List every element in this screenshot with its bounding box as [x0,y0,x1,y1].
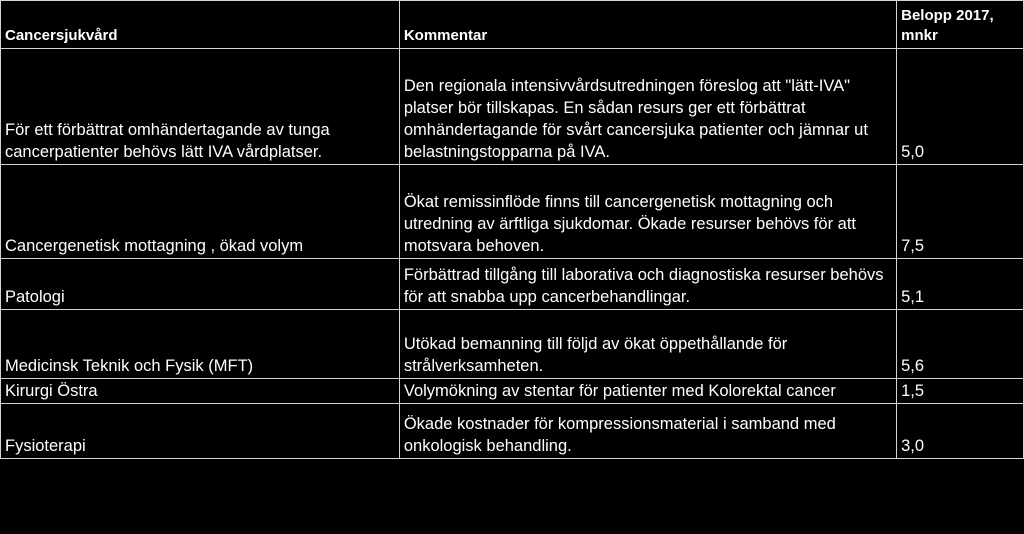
cell-comment[interactable]: Volymökning av stentar för patienter med Kolorektal cancer [399,379,896,404]
cell-area[interactable]: Cancergenetisk mottagning , ökad volym [1,165,400,259]
table-row [1,165,1024,259]
cell-comment[interactable]: Förbättrad tillgång till laborativa och diagnostiska resurser behövs för att snabba upp cancerbehandlingar. [399,259,896,310]
cell-area[interactable]: Fysioterapi [1,404,400,459]
cell-comment[interactable]: Ökade kostnader för kompressionsmaterial i samband med onkologisk behandling. [399,404,896,459]
cell-amount[interactable]: 5,6 [897,310,1024,379]
cell-amount[interactable]: 3,0 [897,404,1024,459]
cell-comment[interactable]: Den regionala intensivvårdsutredningen föreslog att "lätt-IVA" platser bör tillskapas. En sådan resurs ger ett förbättrat omhändertagande för svårt cancersjuka patienter och jämnar ut belastningstopparna på IVA. [399,49,896,165]
cell-area[interactable]: Medicinsk Teknik och Fysik (MFT) [1,310,400,379]
header-amount-label-line1: Belopp 2017, [901,7,994,24]
header-area-label: Cancersjukvård [5,27,118,44]
cell-area[interactable]: Patologi [1,259,400,310]
header-cell-comment[interactable] [399,1,896,49]
cell-amount[interactable]: 5,0 [897,49,1024,165]
cell-amount[interactable]: 5,1 [897,259,1024,310]
cell-area[interactable]: För ett förbättrat omhändertagande av tunga cancerpatienter behövs lätt IVA vårdplatser. [1,49,400,165]
table-row [1,49,1024,165]
cell-amount[interactable]: 1,5 [897,379,1024,404]
table-row [1,310,1024,379]
header-cell-amount[interactable] [897,1,1024,49]
table-row [1,404,1024,459]
cell-area[interactable]: Kirurgi Östra [1,379,400,404]
table-row [1,379,1024,404]
header-cell-area[interactable] [1,1,400,49]
cell-comment[interactable]: Utökad bemanning till följd av ökat öppethållande för strålverksamheten. [399,310,896,379]
cell-amount[interactable]: 7,5 [897,165,1024,259]
table-row [1,259,1024,310]
cell-comment[interactable]: Ökat remissinflöde finns till cancergenetisk mottagning och utredning av ärftliga sjukdomar. Ökade resurser behövs för att motsvara behoven. [399,165,896,259]
table-header-row [1,1,1024,49]
header-comment-label: Kommentar [403,27,488,44]
header-amount-label-line2: mnkr [901,27,938,44]
